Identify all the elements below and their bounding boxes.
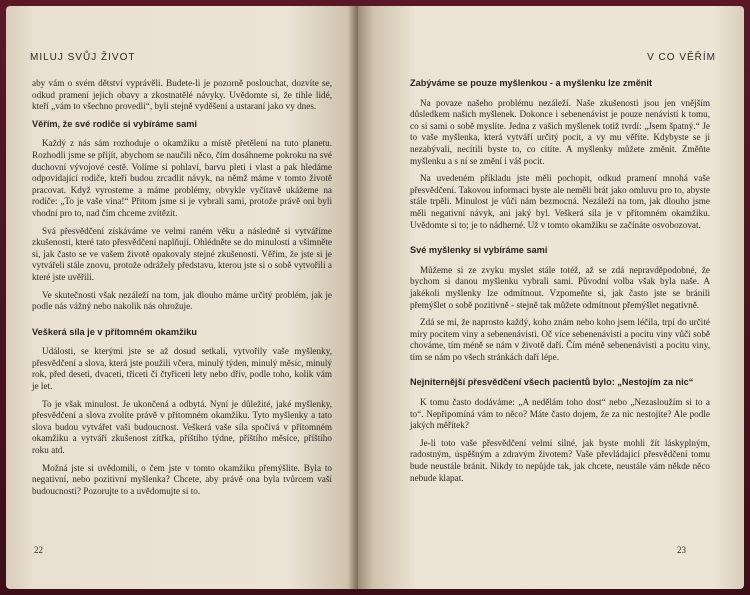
- left-page: [6, 6, 358, 589]
- paragraph: Je-li toto vaše přesvědčení velmi silné, jak byste mohli žít láskyplným, radostným, úspěšným a zdravým životem? Vaše převládající přesvědčení tomu bude neustále bránit. Nikdy to nepůjde tak, jak chcete, neustále vám někde něco nebude klapat.: [410, 437, 710, 483]
- paragraph: Na povaze našeho problému nezáleží. Naše zkušenosti jsou jen vnějším důsledkem našich myšlenek. Dokonce i sebenenávist je pouze nenávistí k tomu, co si sami o sobě myslíte. Jedna z vašich myšlenek totiž tvrdí: „Jsem špatný.“ Je to vaše myšlenka, která vytváří určitý pocit, a vy mu věříte. Kdybyste se ji nezabývali, necítili byste to, co cítíte. A myšlenky můžete změnit. Změňte myšlenku a s ní se změní i váš pocit.: [410, 97, 710, 166]
- section-heading: Zabýváme se pouze myšlenkou - a myšlenku lze změnit: [410, 78, 653, 88]
- page-number: 23: [677, 545, 686, 555]
- paragraph: Ve skutečnosti však nezáleží na tom, jak dlouho máme určitý problém, jak je podle nás vážný nebo nakolik nás ohrožuje.: [32, 289, 332, 312]
- right-page: [358, 6, 744, 589]
- page-body: [32, 78, 332, 503]
- paragraph: K tomu často dodáváme: „A nedělám toho dost“ nebo „Nezasloužím si to a to“. Nepřipomíná vám to něco? Máte často dojem, že za nic nestojíte? Ale podle jakých měřítek?: [410, 397, 710, 431]
- running-head: V CO VĚŘÍM: [647, 52, 716, 63]
- running-head: MILUJ SVŮJ ŽIVOT: [30, 52, 136, 63]
- paragraph: Svá přesvědčení získáváme ve velmi raném věku a následně si vytváříme zkušenosti, které tato přesvědčení naplňují. Ohlédněte se do minulosti a všimněte si, jak často se ve vašem životě opakovaly stejné zkušenosti. Věřím, že jste si je vytvářeli stále znovu, protože odrážely představu, kterou jste si o sobě vytvořili a které jste uvěřili.: [32, 225, 332, 282]
- paragraph: Zdá se mi, že naprosto každý, koho znám nebo koho jsem léčila, trpí do určité míry pocitem viny a sebenenávisti. Oč více sebenenávisti a pocitu viny vůči sobě chováme, tím méně se nám v životě daří. Čím méně sebenenávisti a pocitu viny, tím se nám po všech stránkách daří lépe.: [410, 317, 710, 362]
- paragraph: Na uvedeném příkladu jste měli pochopit, odkud pramení mnohá vaše přesvědčení. Takovou informaci byste ale neměli brát jako omluvu pro to, abyste stále trpěli. Minulost je vůči nám bezmocná. Nezáleží na tom, jak dlouho jsme měli negativní návyk, ani jaký byl. Veškerá síla je v přítomném okamžiku. Uvědomte si to; je to nádherné. Už v tomto okamžiku se začínáte osvobozovat.: [410, 173, 710, 230]
- paragraph: Každý z nás sám rozhoduje o okamžiku a místě přetělení na tuto planetu. Rozhodli jsme se přijít, abychom se naučili něco, čím dosáhneme pokroku na své duchovní vývojové cestě. Volíme si pohlaví, barvu pleti i vlast a pak hledáme odpovídající rodiče, kteří budou zrcadlit návyk, na němž máme v tomto životě pracovat. Když vyrosteme a máme problémy, obvykle vyčítavě ukážeme na rodiče: „To je vaše vina!“ Přitom jsme si je vybrali sami, protože právě oni byli vhodní pro to, nad čím chceme zvítězit.: [32, 138, 332, 218]
- section-heading: Své myšlenky si vybíráme sami: [410, 245, 548, 256]
- section-heading: Věřím, že své rodiče si vybíráme sami: [32, 118, 197, 129]
- page-body: [410, 78, 710, 490]
- page-number: 22: [34, 545, 43, 555]
- paragraph: Možná jste si uvědomili, o čem jste v tomto okamžiku přemýšlite. Byla to negativní, nebo pozitivní myšlenka? Chcete, aby právě ona byla tvůrcem vaší budoucnosti? Pozorujte to a uvědomujte si to.: [32, 462, 332, 496]
- paragraph: To je však minulost. Je ukončená a odbytá. Nyní je důležité, jaké myšlenky, přesvědčení a slova zvolíte právě v přítomném okamžiku. Tyto myšlenky a tato slova budou vytvářet vaši budoucnost. Veškerá vaše síla spočívá v přítomném okamžiku a vytváří zkušenost zítřka, příštího týdne, příštího měsíce, příštího roku atd.: [32, 398, 332, 456]
- paragraph: aby vám o svém dětství vyprávěli. Budete-li je pozorně poslouchat, dozvíte se, odkud pramení jejich obavy a zkostnatělé návyky. Uvědomte si, že tihle lidé, kteří „vám to všechno provedli“, byli stejně vyděšení a ustaraní jako vy dnes.: [32, 78, 332, 112]
- section-heading: Veškerá síla je v přítomném okamžiku: [32, 326, 197, 337]
- paragraph: Můžeme si ze zvyku myslet stále totéž, až se zdá nepravděpodobné, že bychom si danou myšlenku vybrali sami. Původní volba však byla naše. A jakékoli myšlenky lze odmítnout. Vzpomeňte si, jak často jste se bránili přemýšlet o sobě pozitivně - stejně tak můžete odmítnout přemýšlet negativně.: [410, 264, 710, 310]
- paragraph: Události, se kterými jste se až dosud setkali, vytvořily vaše myšlenky, přesvědčení a slova, která jste použili včera, minulý týden, minulý měsíc, minulý rok, před deseti, dvaceti, třiceti či čtyřiceti lety nebo dřív, podle toho, kolik vám je let.: [32, 346, 332, 392]
- section-heading: Nejniternější přesvědčení všech pacientů bylo: „Nestojím za nic“: [410, 377, 694, 388]
